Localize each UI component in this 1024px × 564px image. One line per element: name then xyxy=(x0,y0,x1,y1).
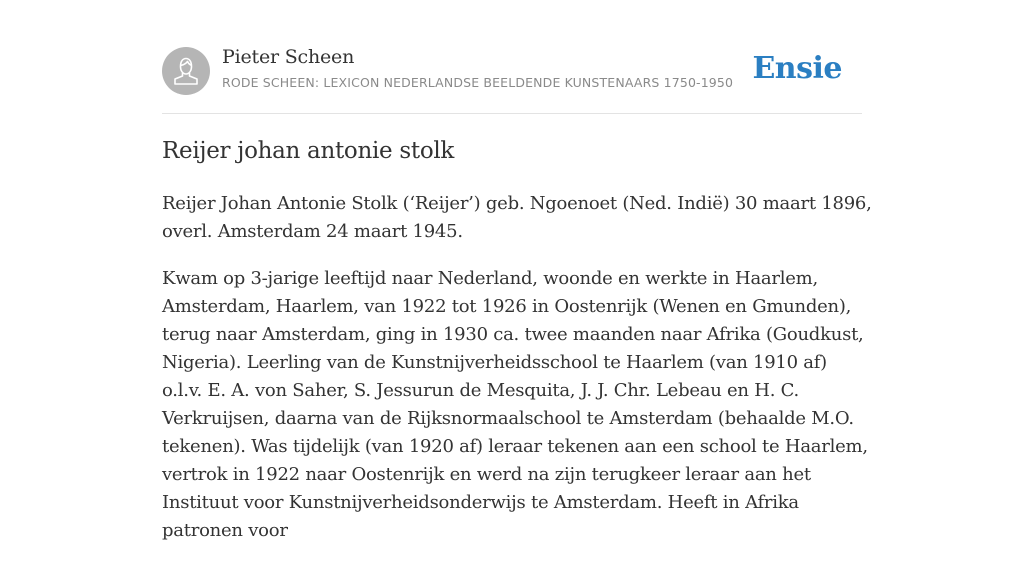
author-avatar[interactable] xyxy=(162,47,210,95)
header-divider xyxy=(162,113,862,114)
article-paragraph: Kwam op 3-jarige leeftijd naar Nederland, woonde en werkte in Haarlem, Amsterdam, Haarlem, van 1922 tot 1926 in Oostenrijk (Wenen en Gmunden), terug naar Amsterdam, ging in 1930 ca. twee maanden naar Afrika (Goudkust, Nigeria). Leerling van de Kunstnijverheidsschool te Haarlem (van 1910 af) o.l.v. E. A. von Saher, S. Jessurun de Mesquita, J. J. Chr. Lebeau en H. C. Verkruijsen, daarna van de Rijksnormaalschool te Amsterdam (behaalde M.O. tekenen). Was tijdelijk (van 1920 af) leraar tekenen aan een school te Haarlem, vertrok in 1922 naar Oostenrijk en werd na zijn terugkeer leraar aan het Instituut voor Kunstnijverheidsonderwijs te Amsterdam. Heeft in Afrika patronen voor xyxy=(162,268,868,541)
author-name[interactable]: Pieter Scheen xyxy=(222,46,355,68)
article-paragraph: Reijer Johan Antonie Stolk (‘Reijer’) geb. Ngoenoet (Ned. Indië) 30 maart 1896, overl. Amsterdam 24 maart 1945. xyxy=(162,193,872,242)
article-header xyxy=(162,46,862,96)
article-title: Reijer johan antonie stolk xyxy=(162,138,455,164)
user-icon xyxy=(162,47,210,95)
article-body xyxy=(162,190,872,564)
source-label[interactable]: RODE SCHEEN: LEXICON NEDERLANDSE BEELDENDE KUNSTENAARS 1750-1950 xyxy=(222,75,734,90)
ensie-logo[interactable]: Ensie xyxy=(752,51,842,86)
